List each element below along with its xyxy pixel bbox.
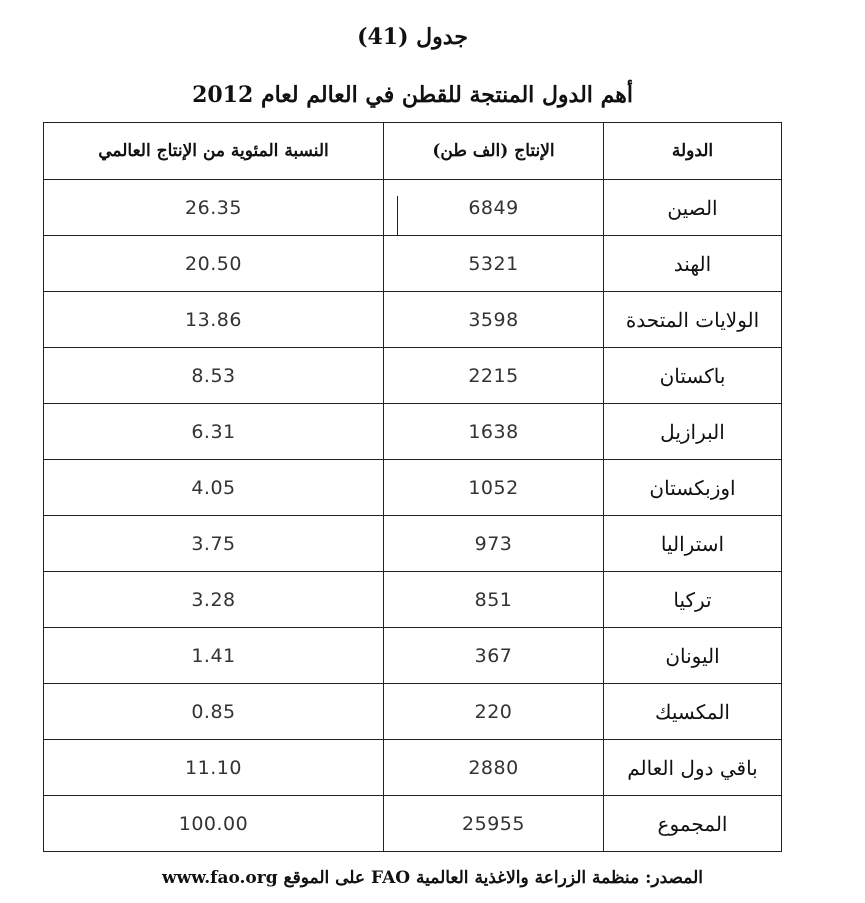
cell-share: 100.00	[44, 796, 384, 852]
cell-country: الولايات المتحدة	[604, 292, 782, 348]
cell-production: 25955	[384, 796, 604, 852]
table-row	[44, 180, 782, 236]
cell-production: 1638	[384, 404, 604, 460]
table-row	[44, 292, 782, 348]
cell-production: 1052	[384, 460, 604, 516]
table-row	[44, 684, 782, 740]
cell-share: 26.35	[44, 180, 384, 236]
cell-country: استراليا	[604, 516, 782, 572]
cell-share: 11.10	[44, 740, 384, 796]
cell-production: 367	[384, 628, 604, 684]
cell-share: 13.86	[44, 292, 384, 348]
cell-country: الهند	[604, 236, 782, 292]
cotton-production-table	[43, 122, 782, 852]
cell-country: اوزبكستان	[604, 460, 782, 516]
cell-production: 973	[384, 516, 604, 572]
cell-country: باكستان	[604, 348, 782, 404]
table-total-row	[44, 796, 782, 852]
cell-production: 2880	[384, 740, 604, 796]
table-row	[44, 404, 782, 460]
cell-country: باقي دول العالم	[604, 740, 782, 796]
table-row	[44, 740, 782, 796]
table-row	[44, 348, 782, 404]
cell-country: اليونان	[604, 628, 782, 684]
cell-share: 3.75	[44, 516, 384, 572]
cell-country: المكسيك	[604, 684, 782, 740]
table-row	[44, 628, 782, 684]
cell-country: البرازيل	[604, 404, 782, 460]
table-title: أهم الدول المنتجة للقطن في العالم لعام 2012	[192, 82, 633, 108]
cell-share: 8.53	[44, 348, 384, 404]
source-note: المصدر: منظمة الزراعة والاغذية العالمية FAO على الموقع www.fao.org	[162, 868, 703, 888]
cell-share: 3.28	[44, 572, 384, 628]
header-production: الإنتاج (الف طن)	[384, 123, 604, 180]
table-header-row	[44, 123, 782, 180]
cell-production: 6849	[384, 180, 604, 236]
cell-share: 6.31	[44, 404, 384, 460]
cell-country: تركيا	[604, 572, 782, 628]
cell-production: 2215	[384, 348, 604, 404]
header-share: النسبة المئوية من الإنتاج العالمي	[44, 123, 384, 180]
cell-share: 4.05	[44, 460, 384, 516]
cell-share: 0.85	[44, 684, 384, 740]
cell-production: 5321	[384, 236, 604, 292]
table-row	[44, 572, 782, 628]
cell-production: 3598	[384, 292, 604, 348]
cell-production: 851	[384, 572, 604, 628]
cell-country: المجموع	[604, 796, 782, 852]
text-cursor	[397, 196, 398, 236]
cell-country: الصين	[604, 180, 782, 236]
table-number: جدول (41)	[357, 24, 468, 50]
table-row	[44, 516, 782, 572]
table-row	[44, 460, 782, 516]
cell-share: 1.41	[44, 628, 384, 684]
header-country: الدولة	[604, 123, 782, 180]
cell-share: 20.50	[44, 236, 384, 292]
cell-production: 220	[384, 684, 604, 740]
table-row	[44, 236, 782, 292]
